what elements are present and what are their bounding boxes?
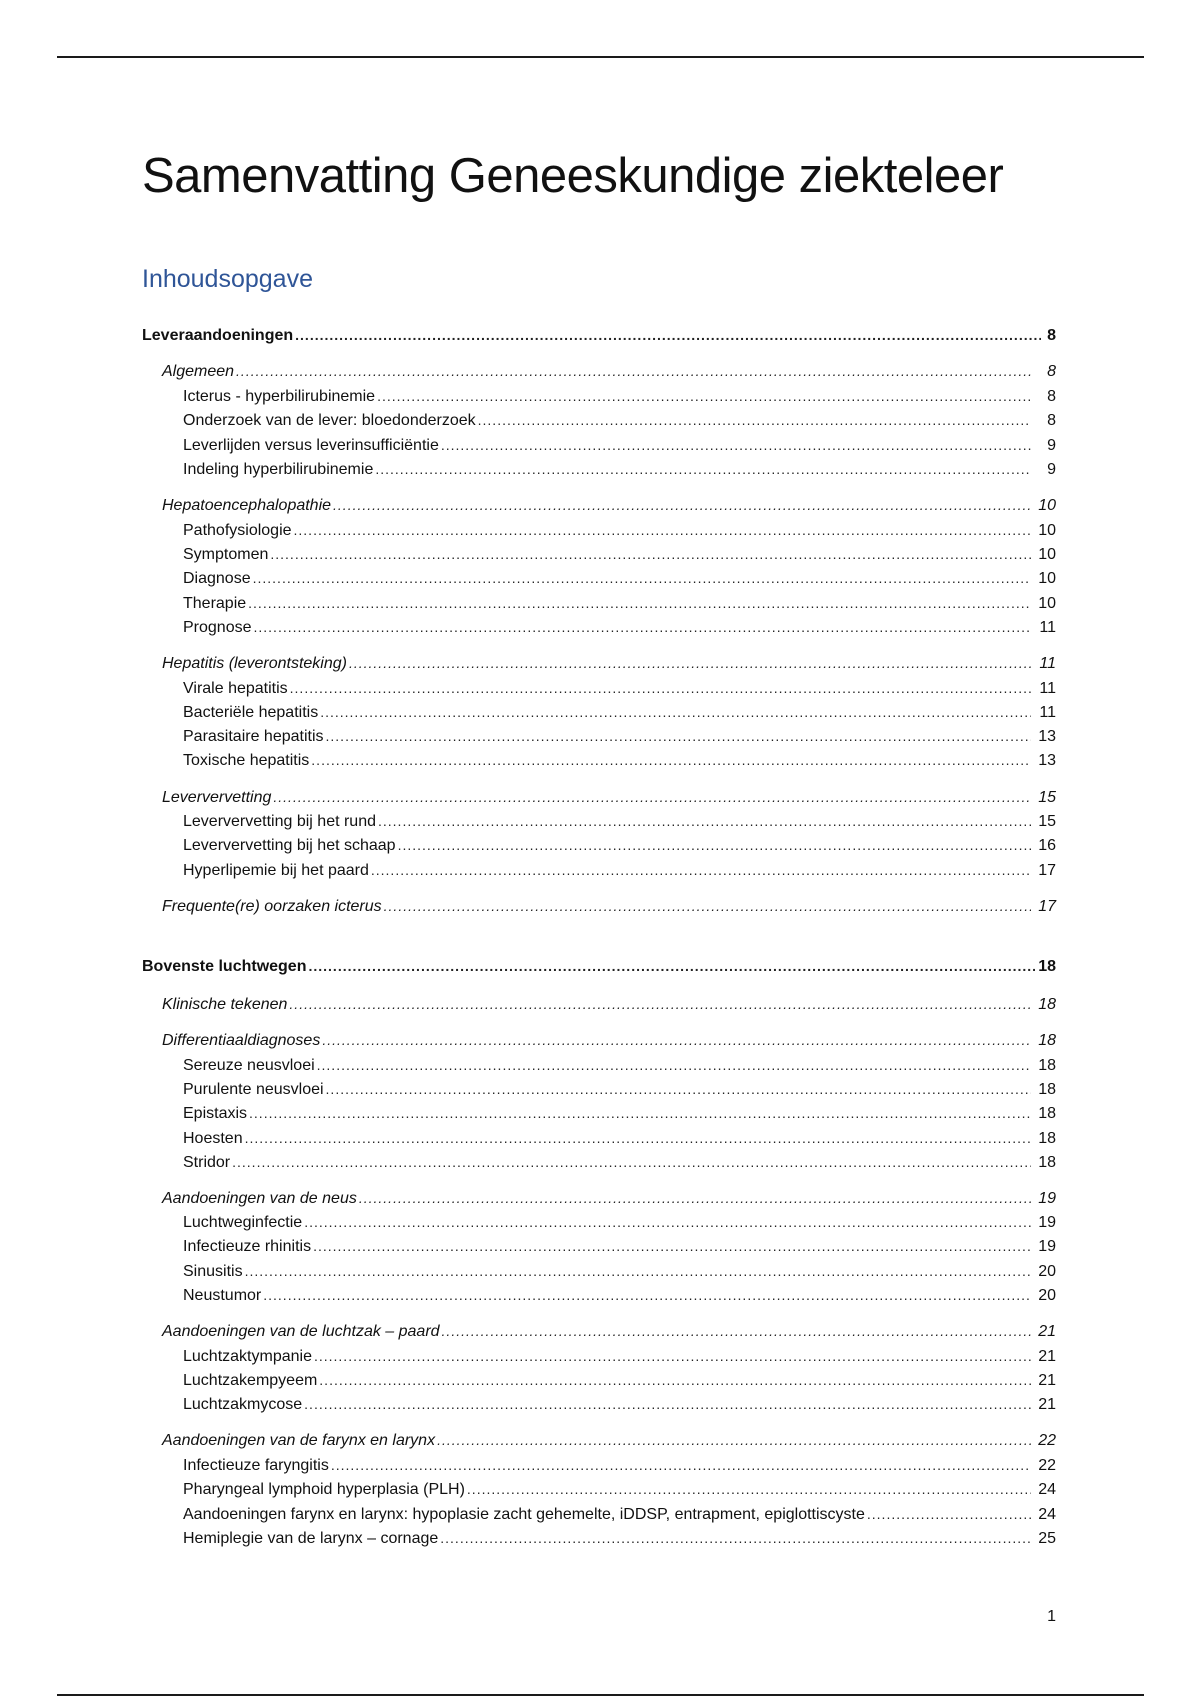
toc-dot-leader — [333, 495, 1031, 515]
toc-entry[interactable] — [142, 1103, 1056, 1124]
toc-entry-page: 21 — [1038, 1323, 1056, 1340]
toc-dot-leader — [867, 1504, 1031, 1524]
toc-entry-label: Klinische tekenen — [162, 996, 288, 1013]
toc-entry-label: Aandoeningen van de neus — [162, 1190, 357, 1207]
toc-entry-page: 11 — [1039, 680, 1056, 697]
toc-entry-label: Hyperlipemie bij het paard — [183, 862, 369, 879]
toc-entry-page: 10 — [1038, 497, 1056, 514]
toc-entry[interactable] — [142, 1504, 1056, 1525]
toc-entry[interactable] — [142, 1152, 1056, 1173]
toc-dot-leader — [270, 544, 1031, 564]
toc-dot-leader — [317, 1055, 1031, 1075]
toc-dot-leader — [478, 410, 1031, 430]
toc-entry-label: Hepatoencephalopathie — [162, 497, 332, 514]
toc-entry[interactable] — [142, 361, 1056, 382]
toc-dot-leader — [290, 678, 1031, 698]
toc-entry-label: Toxische hepatitis — [183, 752, 310, 769]
toc-dot-leader — [295, 325, 1041, 345]
toc-entry-label: Hoesten — [183, 1130, 243, 1147]
toc-dot-leader — [467, 1479, 1031, 1499]
toc-entry[interactable] — [142, 617, 1056, 638]
toc-dot-leader — [442, 1321, 1031, 1341]
toc-entry-page: 13 — [1038, 728, 1056, 745]
toc-entry-label: Aandoeningen van de luchtzak – paard — [162, 1323, 440, 1340]
toc-entry[interactable] — [142, 386, 1056, 407]
toc-entry-page: 24 — [1038, 1481, 1056, 1498]
toc-dot-leader — [441, 435, 1031, 455]
toc-entry[interactable] — [142, 750, 1056, 771]
toc-entry-page: 18 — [1038, 1081, 1056, 1098]
toc-entry-label: Infectieuze rhinitis — [183, 1238, 312, 1255]
toc-dot-leader — [273, 787, 1031, 807]
toc-entry[interactable] — [142, 1212, 1056, 1233]
toc-dot-leader — [326, 726, 1031, 746]
toc-entry[interactable] — [142, 994, 1056, 1015]
toc-entry-label: Sereuze neusvloei — [183, 1057, 315, 1074]
toc-dot-leader — [311, 750, 1031, 770]
toc-entry-label: Luchtzakmycose — [183, 1396, 303, 1413]
toc-entry[interactable] — [142, 787, 1056, 808]
toc-entry-label: Aandoeningen farynx en larynx: hypoplasie zacht gehemelte, iDDSP, entrapment, epiglottiscyste — [183, 1506, 865, 1523]
toc-entry[interactable] — [142, 811, 1056, 832]
toc-entry-label: Leveraandoeningen — [142, 327, 294, 344]
toc-dot-leader — [384, 896, 1031, 916]
toc-entry-label: Virale hepatitis — [183, 680, 288, 697]
toc-dot-leader — [253, 568, 1031, 588]
toc-dot-leader — [440, 1528, 1031, 1548]
toc-entry-label: Luchtzaktympanie — [183, 1348, 312, 1365]
toc-dot-leader — [294, 520, 1031, 540]
document-title: Samenvatting Geneeskundige ziekteleer — [142, 149, 1004, 203]
toc-entry-page: 20 — [1038, 1263, 1056, 1280]
toc-entry-label: Aandoeningen van de farynx en larynx — [162, 1432, 436, 1449]
toc-entry[interactable] — [142, 956, 1056, 977]
toc-entry-label: Icterus - hyperbilirubinemie — [183, 388, 376, 405]
toc-entry[interactable] — [142, 1055, 1056, 1076]
toc-entry[interactable] — [142, 1370, 1056, 1391]
toc-entry-label: Leverlijden versus leverinsufficiëntie — [183, 437, 439, 454]
toc-entry[interactable] — [142, 1455, 1056, 1476]
toc-dot-leader — [308, 956, 1035, 976]
toc-dot-leader — [359, 1188, 1031, 1208]
toc-dot-leader — [320, 702, 1031, 722]
toc-entry-label: Diagnose — [183, 570, 251, 587]
footer-rule — [57, 1694, 1144, 1696]
toc-entry[interactable] — [142, 1188, 1056, 1209]
toc-entry-label: Algemeen — [162, 363, 235, 380]
toc-entry-page: 18 — [1038, 958, 1056, 975]
toc-entry-label: Luchtweginfectie — [183, 1214, 303, 1231]
toc-entry-label: Pharyngeal lymphoid hyperplasia (PLH) — [183, 1481, 465, 1498]
toc-entry-label: Purulente neusvloei — [183, 1081, 324, 1098]
toc-dot-leader — [437, 1430, 1031, 1450]
toc-entry[interactable] — [142, 860, 1056, 881]
toc-entry-page: 25 — [1038, 1530, 1056, 1547]
toc-dot-leader — [254, 617, 1032, 637]
toc-entry[interactable] — [142, 1321, 1056, 1342]
toc-dot-leader — [304, 1212, 1031, 1232]
toc-entry-page: 9 — [1047, 461, 1056, 478]
toc-entry-page: 11 — [1039, 704, 1056, 721]
toc-dot-leader — [378, 811, 1031, 831]
toc-entry-label: Hemiplegie van de larynx – cornage — [183, 1530, 439, 1547]
page-number: 1 — [1047, 1608, 1056, 1625]
toc-dot-leader — [371, 860, 1031, 880]
toc-entry[interactable] — [142, 1079, 1056, 1100]
toc-entry-page: 9 — [1047, 437, 1056, 454]
toc-entry-page: 15 — [1038, 813, 1056, 830]
toc-entry[interactable] — [142, 459, 1056, 480]
toc-entry-page: 18 — [1038, 1105, 1056, 1122]
toc-dot-leader — [245, 1128, 1031, 1148]
toc-entry-label: Leververvetting bij het schaap — [183, 837, 396, 854]
toc-dot-leader — [313, 1236, 1031, 1256]
toc-dot-leader — [398, 835, 1031, 855]
toc-heading: Inhoudsopgave — [142, 265, 313, 293]
toc-entry[interactable] — [142, 653, 1056, 674]
toc-entry-page: 8 — [1047, 412, 1056, 429]
toc-entry-label: Frequente(re) oorzaken icterus — [162, 898, 382, 915]
toc-entry-page: 22 — [1038, 1457, 1056, 1474]
toc-entry-page: 19 — [1038, 1238, 1056, 1255]
toc-entry-label: Hepatitis (leverontsteking) — [162, 655, 347, 672]
toc-entry-page: 19 — [1038, 1214, 1056, 1231]
toc-entry[interactable] — [142, 325, 1056, 346]
toc-entry-page: 11 — [1039, 655, 1056, 672]
header-rule — [57, 56, 1144, 58]
toc-entry-page: 18 — [1038, 996, 1056, 1013]
toc-entry-page: 21 — [1038, 1372, 1056, 1389]
toc-dot-leader — [319, 1370, 1031, 1390]
toc-entry[interactable] — [142, 495, 1056, 516]
toc-entry[interactable] — [142, 568, 1056, 589]
toc-entry-page: 21 — [1038, 1396, 1056, 1413]
toc-entry[interactable] — [142, 1479, 1056, 1500]
toc-entry[interactable] — [142, 835, 1056, 856]
toc-entry[interactable] — [142, 435, 1056, 456]
toc-entry-page: 22 — [1038, 1432, 1056, 1449]
toc-entry[interactable] — [142, 593, 1056, 614]
toc-entry[interactable] — [142, 520, 1056, 541]
toc-entry-page: 17 — [1038, 862, 1056, 879]
toc-entry[interactable] — [142, 678, 1056, 699]
toc-entry[interactable] — [142, 1261, 1056, 1282]
toc-entry-page: 21 — [1038, 1348, 1056, 1365]
toc-entry-page: 10 — [1038, 546, 1056, 563]
toc-dot-leader — [377, 386, 1031, 406]
toc-dot-leader — [375, 459, 1031, 479]
toc-entry-page: 10 — [1038, 595, 1056, 612]
toc-entry-label: Bacteriële hepatitis — [183, 704, 319, 721]
toc-dot-leader — [304, 1394, 1031, 1414]
toc-entry[interactable] — [142, 1030, 1056, 1051]
toc-entry[interactable] — [142, 544, 1056, 565]
toc-entry-label: Prognose — [183, 619, 252, 636]
toc-entry[interactable] — [142, 702, 1056, 723]
toc-entry[interactable] — [142, 896, 1056, 917]
toc-entry-label: Therapie — [183, 595, 247, 612]
toc-entry[interactable] — [142, 1430, 1056, 1451]
toc-entry-page: 18 — [1038, 1057, 1056, 1074]
toc-entry-label: Epistaxis — [183, 1105, 248, 1122]
toc-dot-leader — [236, 361, 1031, 381]
toc-entry-label: Parasitaire hepatitis — [183, 728, 324, 745]
toc-entry[interactable] — [142, 1285, 1056, 1306]
toc-dot-leader — [245, 1261, 1031, 1281]
toc-dot-leader — [289, 994, 1031, 1014]
toc-entry[interactable] — [142, 1528, 1056, 1549]
toc-entry-page: 24 — [1038, 1506, 1056, 1523]
toc-entry[interactable] — [142, 1236, 1056, 1257]
toc-dot-leader — [248, 593, 1031, 613]
toc-entry[interactable] — [142, 726, 1056, 747]
toc-entry-page: 19 — [1038, 1190, 1056, 1207]
toc-entry-page: 10 — [1038, 570, 1056, 587]
toc-entry-label: Symptomen — [183, 546, 269, 563]
toc-entry-page: 8 — [1047, 327, 1056, 344]
toc-entry-label: Onderzoek van de lever: bloedonderzoek — [183, 412, 476, 429]
toc-dot-leader — [349, 653, 1031, 673]
toc-entry-page: 15 — [1038, 789, 1056, 806]
toc-entry-label: Differentiaaldiagnoses — [162, 1032, 321, 1049]
toc-entry[interactable] — [142, 1394, 1056, 1415]
toc-entry-label: Leververvetting bij het rund — [183, 813, 376, 830]
toc-entry-page: 8 — [1047, 363, 1056, 380]
toc-dot-leader — [249, 1103, 1031, 1123]
toc-dot-leader — [326, 1079, 1031, 1099]
toc-entry-page: 18 — [1038, 1032, 1056, 1049]
toc-entry-label: Infectieuze faryngitis — [183, 1457, 329, 1474]
toc-dot-leader — [232, 1152, 1031, 1172]
toc-entry-page: 8 — [1047, 388, 1056, 405]
toc-entry-label: Stridor — [183, 1154, 231, 1171]
toc-entry-label: Sinusitis — [183, 1263, 243, 1280]
toc-entry-page: 20 — [1038, 1287, 1056, 1304]
toc-entry-label: Pathofysiologie — [183, 522, 292, 539]
toc-entry-label: Bovenste luchtwegen — [142, 958, 307, 975]
toc-entry-page: 10 — [1038, 522, 1056, 539]
toc-entry-label: Neustumor — [183, 1287, 262, 1304]
toc-entry[interactable] — [142, 1346, 1056, 1367]
toc-entry-page: 16 — [1038, 837, 1056, 854]
toc-dot-leader — [331, 1455, 1031, 1475]
toc-dot-leader — [322, 1030, 1031, 1050]
toc-entry-page: 11 — [1039, 619, 1056, 636]
toc-dot-leader — [314, 1346, 1031, 1366]
toc-entry-page: 18 — [1038, 1154, 1056, 1171]
toc-entry-page: 18 — [1038, 1130, 1056, 1147]
toc-entry-label: Leververvetting — [162, 789, 272, 806]
toc-entry[interactable] — [142, 1128, 1056, 1149]
toc-dot-leader — [263, 1285, 1031, 1305]
toc-entry-label: Indeling hyperbilirubinemie — [183, 461, 374, 478]
toc-entry[interactable] — [142, 410, 1056, 431]
toc-entry-page: 13 — [1038, 752, 1056, 769]
toc-entry-label: Luchtzakempyeem — [183, 1372, 318, 1389]
toc-entry-page: 17 — [1038, 898, 1056, 915]
